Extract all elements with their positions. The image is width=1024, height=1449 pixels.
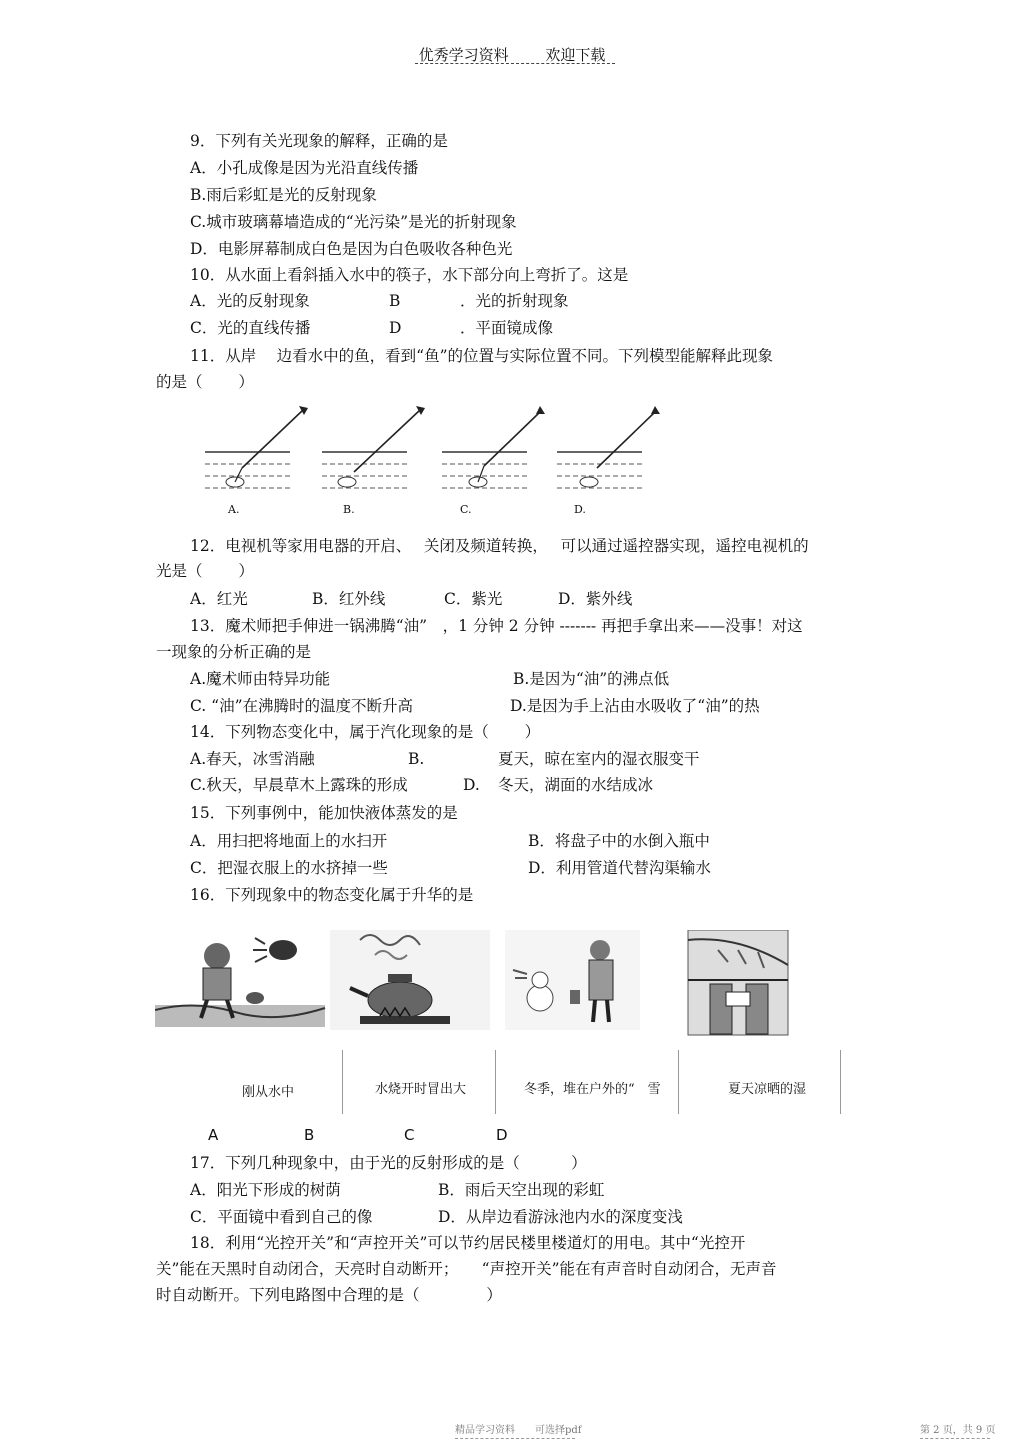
footer-page-number: 第 2 页，共 9 页 — [920, 1425, 996, 1436]
footer-divider — [920, 1438, 990, 1439]
q14-option-d-letter: D. — [463, 776, 480, 794]
q15-stem: 15．下列事例中，能加快液体蒸发的是 — [190, 804, 458, 822]
q9-option-d: D．电影屏幕制成白色是因为白色吸收各种色光 — [190, 240, 513, 258]
q18-line1: 18．利用“光控开关”和“声控开关”可以节约居民楼里楼道灯的用电。其中“光控开 — [190, 1234, 746, 1252]
q16-illustration-d — [688, 930, 788, 1035]
q13-option-c: C. “油”在沸腾时的温度不断升高 — [190, 697, 414, 715]
q16-illustration-a — [155, 938, 325, 1027]
q9-option-a: A．小孔成像是因为光沿直线传播 — [190, 159, 419, 177]
q14-option-c: C.秋天，早晨草木上露珠的形成 — [190, 776, 408, 794]
q17-option-d: D．从岸边看游泳池内水的深度变浅 — [438, 1208, 683, 1226]
q11-figure-d — [557, 406, 660, 488]
q10-option-a: A．光的反射现象 — [190, 292, 310, 310]
caption-divider — [840, 1050, 841, 1114]
q11-figure-b — [322, 406, 425, 488]
q15-option-d: D．利用管道代替沟渠输水 — [528, 859, 711, 877]
q10-stem: 10．从水面上看斜插入水中的筷子，水下部分向上弯折了。这是 — [190, 266, 629, 284]
q13-stem-line1: 13．魔术师把手伸进一锅沸腾“油” ，1 分钟 2 分钟 ------- 再把手拿出来——没事！对这 — [190, 617, 803, 635]
q9-stem: 9．下列有关光现象的解释，正确的是 — [190, 132, 448, 150]
q13-option-d: D.是因为手上沾由水吸收了“油”的热 — [510, 697, 760, 715]
q16-illustrations — [155, 930, 795, 1040]
q12-option-a: A．红光 — [190, 590, 248, 608]
q18-line2: 关”能在天黑时自动闭合，天亮时自动断开； “声控开关”能在有声音时自动闭合，无声音 — [156, 1260, 777, 1278]
q11-label-d: D. — [574, 503, 586, 516]
q12-option-c: C．紫光 — [444, 590, 503, 608]
q14-option-b-letter: B. — [408, 750, 425, 768]
q10-option-d: ．平面镜成像 — [460, 319, 554, 337]
q17-option-b: B．雨后天空出现的彩虹 — [438, 1181, 605, 1199]
q16-stem: 16．下列现象中的物态变化属于升华的是 — [190, 886, 474, 904]
q14-stem: 14．下列物态变化中，属于汽化现象的是（ ） — [190, 723, 541, 741]
q11-label-c: C. — [460, 503, 472, 516]
q11-figure-c — [442, 406, 545, 488]
q15-option-a: A．用扫把将地面上的水扫开 — [190, 832, 388, 850]
footer-divider — [455, 1438, 575, 1439]
q16-caption-c: 冬季，堆在户外的“ 雪 — [524, 1082, 661, 1097]
q13-stem-line2: 一现象的分析正确的是 — [156, 643, 312, 661]
q15-option-c: C．把湿衣服上的水挤掉一些 — [190, 859, 388, 877]
caption-divider — [342, 1050, 343, 1114]
q10-option-c: C．光的直线传播 — [190, 319, 311, 337]
q11-stem-line1: 11．从岸 边看水中的鱼，看到“鱼”的位置与实际位置不同。下列模型能解释此现象 — [190, 347, 774, 365]
q17-stem: 17．下列几种现象中，由于光的反射形成的是（ ） — [190, 1154, 587, 1172]
q16-illustration-b — [330, 930, 490, 1030]
q16-caption-a: 刚从水中 — [242, 1085, 295, 1100]
q10-option-b: ．光的折射现象 — [460, 292, 569, 310]
q12-stem-line2: 光是（ ） — [156, 562, 254, 580]
caption-divider — [495, 1050, 496, 1114]
q16-caption-d: 夏天凉晒的湿 — [728, 1082, 807, 1097]
q12-option-d: D．紫外线 — [558, 590, 633, 608]
q10-option-d-letter: D — [389, 319, 402, 337]
q11-label-b: B. — [343, 503, 355, 516]
header-right: 欢迎下载 — [545, 46, 606, 64]
q11-label-a: A. — [228, 503, 240, 516]
caption-divider — [678, 1050, 679, 1114]
q16-letter-a: A — [208, 1126, 219, 1144]
q9-option-b: B.雨后彩虹是光的反射现象 — [190, 186, 377, 204]
q11-figure-a — [205, 406, 308, 488]
q17-option-c: C．平面镜中看到自己的像 — [190, 1208, 373, 1226]
q11-stem-line2: 的是（ ） — [156, 373, 254, 391]
q18-line3: 时自动断开。下列电路图中合理的是（ ） — [156, 1286, 502, 1304]
q14-option-d: 冬天，湖面的水结成冰 — [498, 776, 654, 794]
q16-letter-d: D — [496, 1126, 508, 1144]
page-header — [0, 44, 1024, 65]
q13-option-b: B.是因为“油”的沸点低 — [513, 670, 670, 688]
q11-figures — [195, 400, 675, 525]
q17-option-a: A．阳光下形成的树荫 — [190, 1181, 341, 1199]
q14-option-b: 夏天，晾在室内的湿衣服变干 — [498, 750, 700, 768]
q12-option-b: B．红外线 — [312, 590, 386, 608]
header-divider — [415, 63, 615, 64]
footer-left: 精品学习资料 可选择pdf — [455, 1425, 582, 1436]
q14-option-a: A.春天，冰雪消融 — [190, 750, 315, 768]
q12-stem-line1: 12．电视机等家用电器的开启、 关闭及频道转换， 可以通过遥控器实现，遥控电视机的 — [190, 537, 809, 555]
q16-letter-c: C — [404, 1126, 415, 1144]
q9-option-c: C.城市玻璃幕墙造成的“光污染”是光的折射现象 — [190, 213, 517, 231]
q13-option-a: A.魔术师由特异功能 — [190, 670, 331, 688]
q16-letter-b: B — [304, 1126, 315, 1144]
q16-caption-b: 水烧开时冒出大 — [375, 1082, 467, 1097]
q15-option-b: B．将盘子中的水倒入瓶中 — [528, 832, 710, 850]
q16-illustration-c — [505, 930, 640, 1030]
header-left: 优秀学习资料 — [418, 46, 509, 64]
q10-option-b-letter: B — [389, 292, 401, 310]
